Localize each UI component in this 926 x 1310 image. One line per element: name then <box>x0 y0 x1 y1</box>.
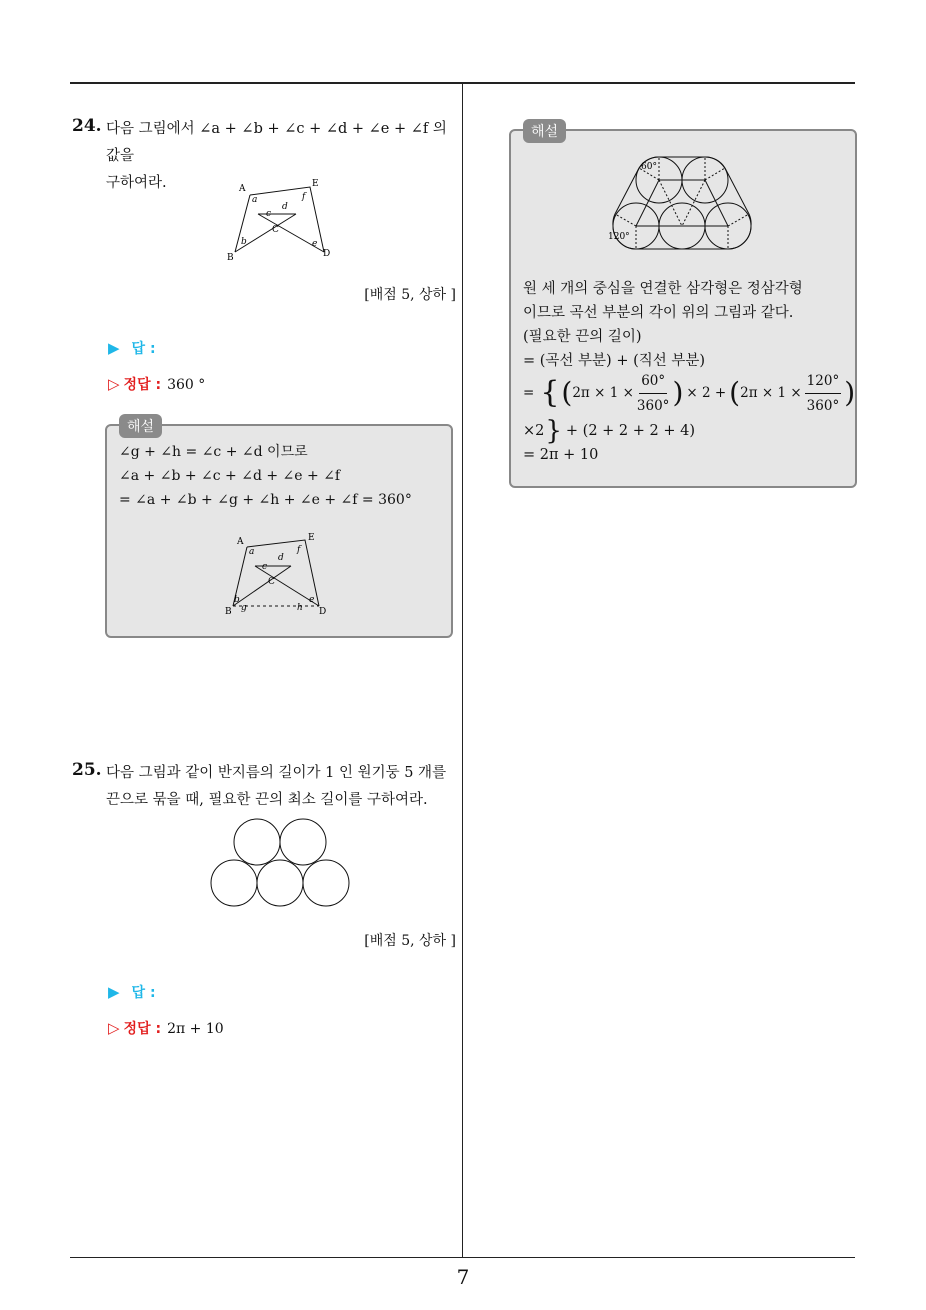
label-B: B <box>227 253 234 263</box>
brace-open: { <box>540 375 560 410</box>
cylinder-circle <box>303 860 349 906</box>
q24-solution-figure <box>223 530 333 616</box>
correct-label: 정답 : <box>123 377 162 393</box>
label-B: B <box>225 607 232 616</box>
q24-solution-box <box>105 419 453 638</box>
fraction-120 <box>805 369 842 418</box>
label-b: b <box>234 595 240 605</box>
expr-part: 2π × 1 × <box>740 385 802 401</box>
answer-label: 답 : <box>131 985 156 1001</box>
solution-line: ∠g + ∠h = ∠c + ∠d 이므로 <box>119 444 308 460</box>
label-f: f <box>297 545 301 555</box>
play-icon: ▶ <box>108 983 120 1001</box>
solution-line: = 2π + 10 <box>523 447 599 463</box>
label-A: A <box>237 537 244 547</box>
problem-text-line: 끈으로 묶을 때, 필요한 끈의 최소 길이를 구하여라. <box>106 792 428 808</box>
fraction-denominator: 360° <box>806 397 840 414</box>
brace-close: } <box>545 416 562 446</box>
label-a: a <box>249 547 255 557</box>
q25-answer-row[interactable] <box>108 982 156 1002</box>
problem-text-line: 다음 그림과 같이 반지름의 길이가 1 인 원기둥 5 개를 <box>106 765 447 781</box>
page-number: 7 <box>456 1265 470 1289</box>
q24-score: [배점 5, 상하 ] <box>364 287 456 303</box>
label-b: b <box>241 237 247 247</box>
fraction-numerator: 60° <box>639 369 667 394</box>
expr-part: + (2 + 2 + 2 + 4) <box>565 423 695 439</box>
dashed-radius <box>615 214 636 226</box>
solution-line: ∠a + ∠b + ∠c + ∠d + ∠e + ∠f <box>119 468 341 484</box>
paren-open: ( <box>561 376 573 409</box>
label-c: c <box>262 562 268 572</box>
play-icon: ▶ <box>108 339 120 357</box>
problem-number: 24. <box>72 116 102 136</box>
paren-close: ) <box>672 376 684 409</box>
solution-line: 이므로 곡선 부분의 각이 위의 그림과 같다. <box>523 305 794 321</box>
q24-figure <box>222 174 342 266</box>
angle-60-label: 60° <box>641 162 657 172</box>
outline-triangle-icon: ▷ <box>108 1019 120 1037</box>
label-e: e <box>312 239 318 249</box>
label-C: C <box>268 577 275 587</box>
expr-part: × 2 + <box>686 385 727 401</box>
problem-text-line: 다음 그림에서 ∠a + ∠b + ∠c + ∠d + ∠e + ∠f 의 값을 <box>106 121 447 164</box>
label-E: E <box>312 179 319 189</box>
bottom-rule <box>70 1257 855 1258</box>
paren-close: ) <box>844 376 856 409</box>
correct-label: 정답 : <box>123 1021 162 1037</box>
q25-solution-figure <box>599 149 769 261</box>
q25-correct-row <box>108 1018 224 1038</box>
q24-correct-row <box>108 374 205 394</box>
label-a: a <box>252 195 258 205</box>
dashed-radius <box>728 214 749 226</box>
cylinder-circle <box>280 819 326 865</box>
q25-solution-box <box>509 124 857 488</box>
expr-part: ×2 <box>523 423 545 439</box>
label-d: d <box>282 202 288 212</box>
solution-equation-cont <box>523 416 847 446</box>
label-f: f <box>302 192 306 202</box>
label-D: D <box>319 607 327 616</box>
paren-open: ( <box>729 376 741 409</box>
q25-score: [배점 5, 상하 ] <box>364 933 456 949</box>
label-C: C <box>272 225 279 235</box>
fraction-denominator: 360° <box>636 397 670 414</box>
label-D: D <box>323 249 331 259</box>
solution-line: = ∠a + ∠b + ∠g + ∠h + ∠e + ∠f = 360° <box>119 492 412 508</box>
solution-line: (필요한 끈의 길이) <box>523 329 642 345</box>
solution-equation <box>523 372 856 414</box>
label-E: E <box>308 533 315 543</box>
solution-tab: 해설 <box>523 119 566 143</box>
cylinder-circle <box>257 860 303 906</box>
problem-text <box>106 760 456 814</box>
angle-120-label: 120° <box>608 232 630 242</box>
cylinder-circle <box>234 819 280 865</box>
dashed-radius <box>705 168 725 180</box>
label-c: c <box>266 209 272 219</box>
fraction-60 <box>637 369 670 418</box>
solution-tab: 해설 <box>119 414 162 438</box>
cylinder-circle <box>211 860 257 906</box>
label-d: d <box>278 553 284 563</box>
solution-figure-edge <box>233 566 291 606</box>
equals-sign: = <box>523 385 535 401</box>
problem-25 <box>72 760 456 814</box>
problem-text-line: 구하여라. <box>106 175 167 191</box>
q24-answer-row[interactable] <box>108 338 156 358</box>
solution-line: = (곡선 부분) + (직선 부분) <box>523 353 706 369</box>
label-g: g <box>241 603 247 613</box>
label-A: A <box>239 184 246 194</box>
label-e: e <box>309 595 315 605</box>
q25-circles-figure <box>208 818 352 910</box>
fraction-numerator: 120° <box>805 369 842 394</box>
answer-label: 답 : <box>131 341 156 357</box>
problem-number: 25. <box>72 760 102 780</box>
expr-part: 2π × 1 × <box>572 385 634 401</box>
column-divider <box>462 84 463 1257</box>
label-h: h <box>297 603 303 613</box>
outline-triangle-icon: ▷ <box>108 375 120 393</box>
correct-value: 2π + 10 <box>167 1021 224 1037</box>
solution-line: 원 세 개의 중심을 연결한 삼각형은 정삼각형 <box>523 281 803 297</box>
correct-value: 360 ° <box>167 377 206 393</box>
